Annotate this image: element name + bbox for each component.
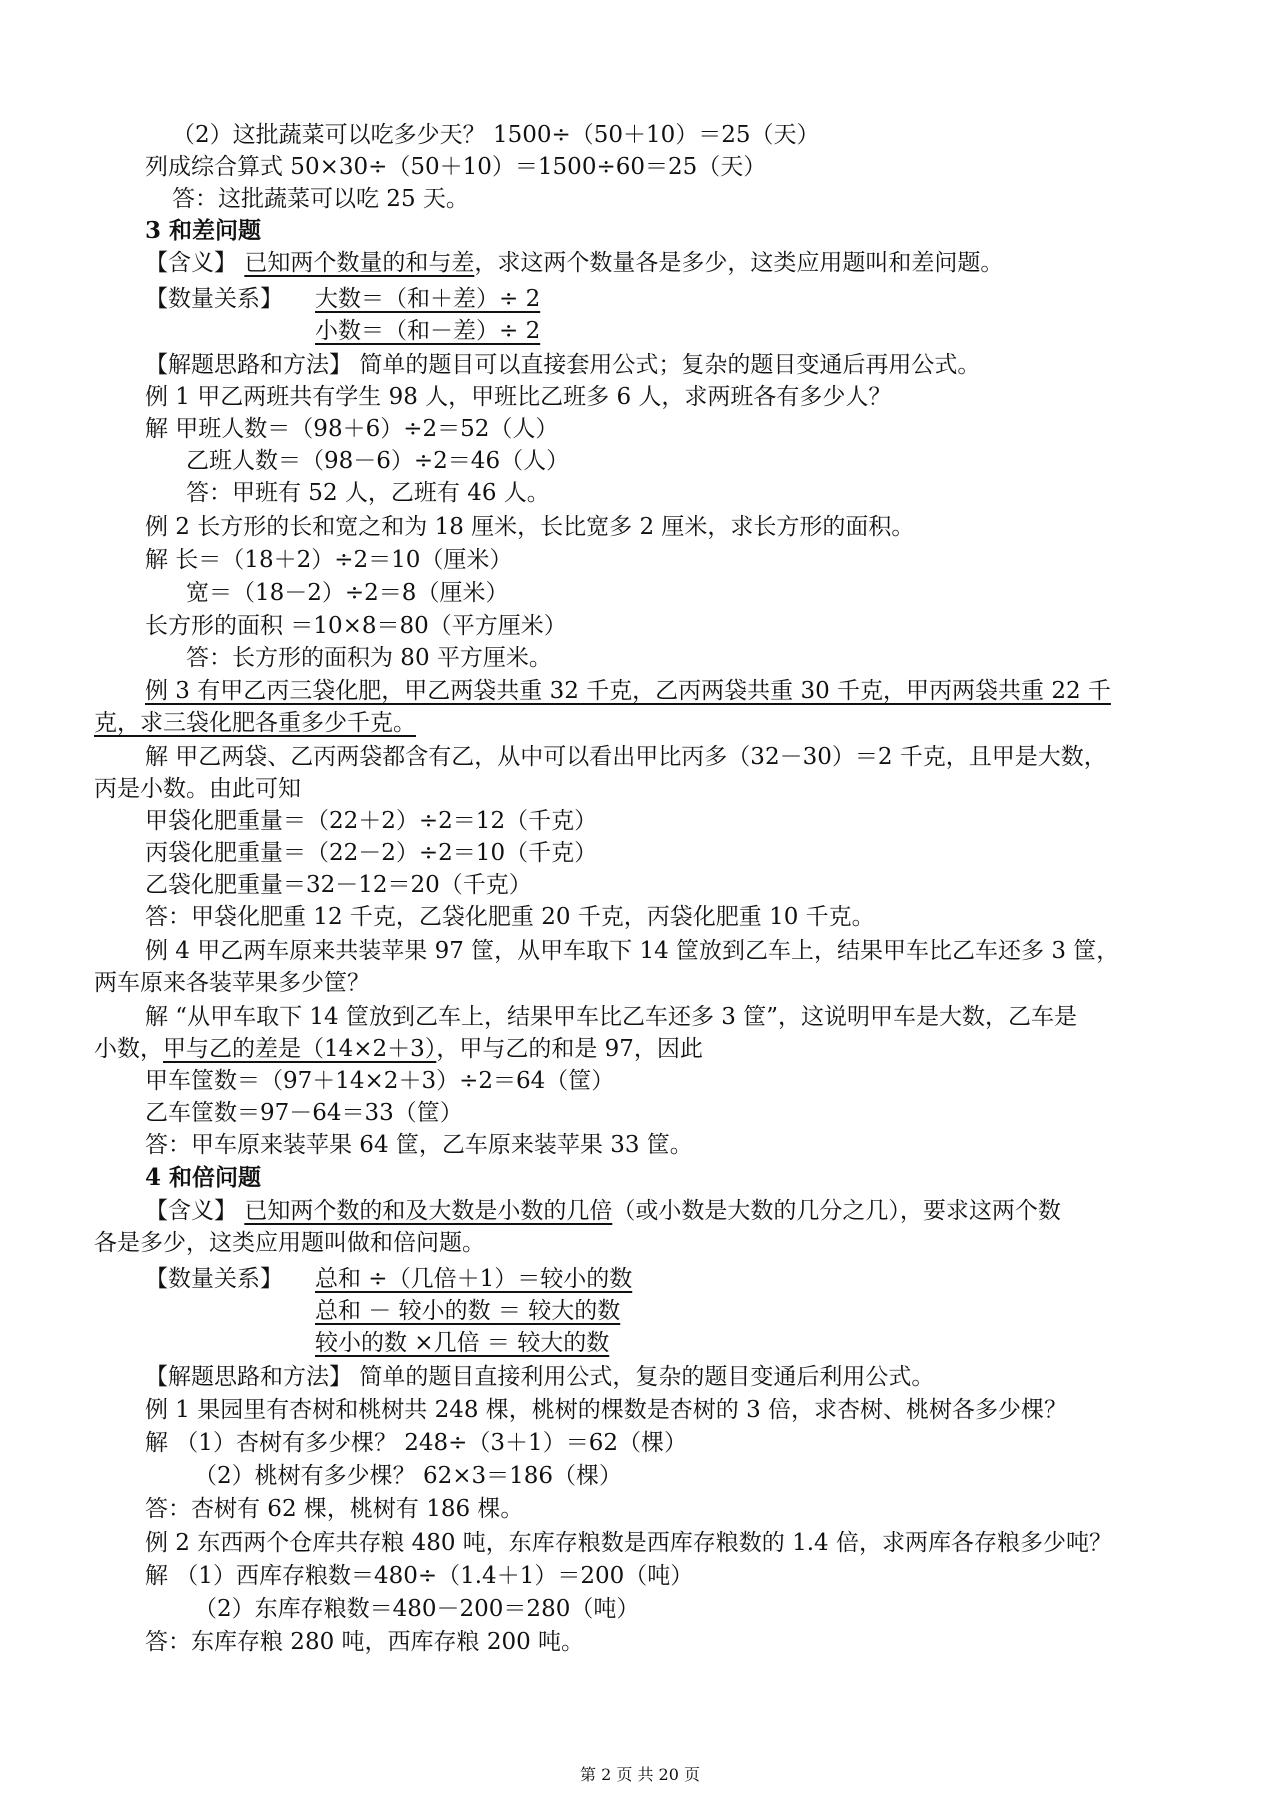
solution-line: 丙是小数。由此可知 <box>94 776 301 802</box>
solution-line: 乙袋化肥重量＝32－12＝20（千克） <box>145 872 532 898</box>
method-text: 简单的题目直接利用公式，复杂的题目变通后利用公式。 <box>359 1364 935 1390</box>
method-text: 简单的题目可以直接套用公式；复杂的题目变通后再用公式。 <box>359 352 981 378</box>
formula: 总和 － 较小的数 ＝ 较大的数 <box>315 1298 621 1324</box>
example-title: 例 4 甲乙两车原来共装苹果 97 筐，从甲车取下 14 筐放到乙车上，结果甲车比乙车还多 3 筐， <box>145 938 1120 964</box>
definition-key: 已知两个数量的和与差 <box>244 250 475 276</box>
method-line <box>145 1362 934 1392</box>
solution-line: 解 （1）西库存粮数＝480÷（1.4＋1）＝200（吨） <box>145 1563 694 1589</box>
example-title: 例 2 东西两个仓库共存粮 480 吨，东库存粮数是西库存粮数的 1.4 倍，求两库各存粮多少吨？ <box>145 1530 1112 1556</box>
page-footer: 第 2 页 共 20 页 <box>580 1765 700 1784</box>
example-title: 例 3 有甲乙丙三袋化肥，甲乙两袋共重 32 千克，乙丙两袋共重 30 千克，甲丙两袋共重 22 千 <box>145 678 1111 704</box>
solution-key: 甲与乙的差是（14×2＋3） <box>163 1036 437 1062</box>
solution-line: 解 “从甲车取下 14 筐放到乙车上，结果甲车比乙车还多 3 筐”，这说明甲车是大数，乙车是 <box>145 1004 1077 1030</box>
definition-line <box>145 248 1003 278</box>
definition-rest: （或小数是大数的几分之几），要求这两个数 <box>612 1198 1061 1224</box>
relation-tag: 【数量关系】 <box>145 1266 283 1292</box>
solution-line: 乙班人数＝（98－6）÷2＝46（人） <box>186 448 570 474</box>
method-line <box>145 350 980 380</box>
section-title: 4 和倍问题 <box>145 1164 262 1191</box>
example-title: 两车原来各装苹果多少筐？ <box>94 970 370 996</box>
solution-line: （2）桃树有多少棵？ 62×3＝186（棵） <box>194 1463 623 1489</box>
answer-line: 答：长方形的面积为 80 平方厘米。 <box>186 645 552 671</box>
solution-text: ，甲与乙的和是 97，因此 <box>436 1036 703 1062</box>
relation-tag: 【数量关系】 <box>145 286 283 312</box>
solution-line: 丙袋化肥重量＝（22－2）÷2＝10（千克） <box>145 840 598 866</box>
definition-line: 各是多少，这类应用题叫做和倍问题。 <box>94 1230 485 1256</box>
example-title: 克，求三袋化肥各重多少千克。 <box>94 710 416 736</box>
solution-line: 乙车筐数＝97－64＝33（筐） <box>145 1100 463 1126</box>
solution-line: 解 长＝（18＋2）÷2＝10（厘米） <box>145 547 513 573</box>
definition-key: 已知两个数的和及大数是小数的几倍 <box>244 1198 613 1224</box>
solution-line: 解 甲乙两袋、乙丙两袋都含有乙，从中可以看出甲比丙多（32－30）＝2 千克，且甲是大数， <box>145 744 1107 770</box>
formula: 大数＝（和＋差）÷ 2 <box>315 286 541 312</box>
example-title: 例 1 果园里有杏树和桃树共 248 棵，桃树的棵数是杏树的 3 倍，求杏树、桃树各多少棵？ <box>145 1397 1068 1423</box>
example-title: 例 2 长方形的长和宽之和为 18 厘米，长比宽多 2 厘米，求长方形的面积。 <box>145 514 915 540</box>
solution-line: 解 （1）杏树有多少棵？ 248÷（3＋1）＝62（棵） <box>145 1430 687 1456</box>
answer-line: 答：东库存粮 280 吨，西库存粮 200 吨。 <box>145 1629 585 1655</box>
solution-line: 甲袋化肥重量＝（22＋2）÷2＝12（千克） <box>145 808 598 834</box>
solution-line: 甲车筐数＝（97＋14×2＋3）÷2＝64（筐） <box>145 1068 615 1094</box>
method-tag: 【解题思路和方法】 <box>145 1364 352 1390</box>
section-title: 3 和差问题 <box>145 217 262 244</box>
definition-tag: 【含义】 <box>145 250 237 276</box>
definition-line <box>145 1196 1061 1226</box>
solution-line: （2）东库存粮数＝480－200＝280（吨） <box>194 1596 640 1622</box>
text-line: （2）这批蔬菜可以吃多少天？ 1500÷（50＋10）＝25（天） <box>172 122 820 148</box>
answer-line: 答：甲车原来装苹果 64 筐，乙车原来装苹果 33 筐。 <box>145 1132 693 1158</box>
solution-line: 长方形的面积 ＝10×8＝80（平方厘米） <box>145 613 567 639</box>
solution-text: 小数， <box>94 1036 163 1062</box>
answer-line: 答：杏树有 62 棵，桃树有 186 棵。 <box>145 1496 524 1522</box>
answer-line: 答：甲班有 52 人，乙班有 46 人。 <box>186 480 550 506</box>
formula: 总和 ÷（几倍＋1）＝较小的数 <box>315 1266 633 1292</box>
definition-rest: ，求这两个数量各是多少，这类应用题叫和差问题。 <box>474 250 1004 276</box>
text-line: 答：这批蔬菜可以吃 25 天。 <box>172 186 469 212</box>
solution-line <box>94 1034 703 1064</box>
answer-line: 答：甲袋化肥重 12 千克，乙袋化肥重 20 千克，丙袋化肥重 10 千克。 <box>145 904 875 930</box>
solution-line: 解 甲班人数＝（98＋6）÷2＝52（人） <box>145 416 559 442</box>
example-title: 例 1 甲乙两班共有学生 98 人，甲班比乙班多 6 人，求两班各有多少人？ <box>145 384 892 410</box>
solution-line: 宽＝（18－2）÷2＝8（厘米） <box>186 580 509 606</box>
text-line: 列成综合算式 50×30÷（50＋10）＝1500÷60＝25（天） <box>145 154 767 180</box>
formula: 小数＝（和－差）÷ 2 <box>315 318 541 344</box>
method-tag: 【解题思路和方法】 <box>145 352 352 378</box>
definition-tag: 【含义】 <box>145 1198 237 1224</box>
formula: 较小的数 ×几倍 ＝ 较大的数 <box>315 1330 610 1356</box>
